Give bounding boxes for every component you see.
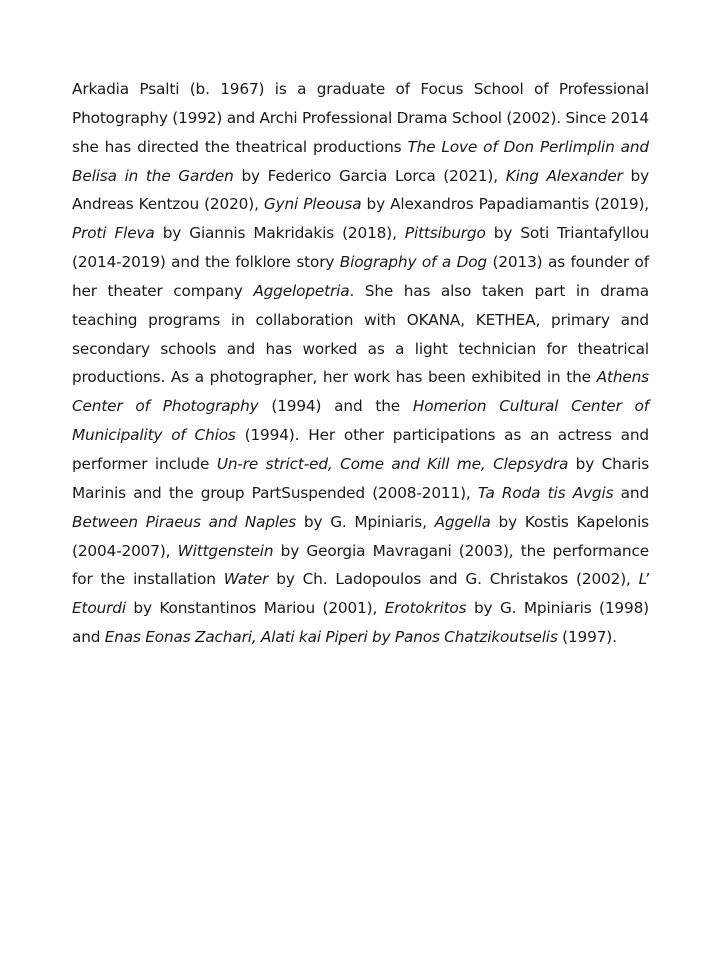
text-segment: Arkadia Psalti (b. 1967) is a graduate of Focus School of Professional Photography (1992) and Archi Professional Drama School (2002). Since 2014 she has directed the theatrical productions	[72, 80, 649, 156]
text-segment: (1994) and the	[258, 397, 413, 416]
text-segment: by G. Mpiniaris (1998) and	[72, 599, 649, 647]
italic-title-segment: Un-re strict-ed, Come and Kill me, Clepsydra	[216, 454, 569, 473]
text-segment: by G. Mpiniaris,	[296, 512, 435, 531]
italic-title-segment: Between Piraeus and Naples	[72, 512, 297, 531]
italic-title-segment: Homerion Cultural Center of Municipality of Chios	[72, 397, 649, 445]
text-segment: and	[613, 483, 649, 502]
italic-title-segment: Ta Roda tis Avgis	[477, 483, 614, 502]
text-segment: by Federico Garcia Lorca (2021),	[233, 166, 506, 185]
italic-title-segment: Aggelopetria	[253, 281, 350, 300]
text-segment: (2013) as founder of her theater company	[72, 253, 649, 300]
italic-title-segment: Gyni Pleousa	[263, 195, 362, 214]
italic-title-segment: Erotokritos	[384, 599, 467, 618]
text-segment: by Charis Marinis and the group PartSuspended (2008-2011),	[72, 454, 650, 502]
text-segment: by Kostis Kapelonis (2004-2007),	[72, 512, 649, 560]
text-segment: by Konstantinos Mariou (2001),	[125, 599, 385, 618]
italic-title-segment: Athens Center of Photography	[72, 368, 649, 416]
biography-paragraph	[72, 75, 649, 652]
text-segment: by Soti Triantafyllou (2014-2019) and the folklore story	[72, 224, 650, 272]
italic-title-segment: Enas Eonas Zachari, Alati kai Piperi by Panos Chatzikoutselis	[104, 628, 558, 647]
text-segment: by Alexandros Papadiamantis (2019),	[361, 195, 649, 214]
text-segment: by Giannis Makridakis (2018),	[154, 224, 405, 243]
text-segment: by Georgia Mavragani (2003), the performance for the installation	[72, 541, 649, 589]
italic-title-segment: Proti Fleva	[72, 224, 155, 243]
italic-title-segment: Wittgenstein	[177, 541, 274, 560]
italic-title-segment: Water	[223, 570, 269, 589]
italic-title-segment: L’ Etourdi	[72, 570, 649, 618]
text-segment: (1997).	[557, 628, 617, 647]
text-segment: (1994). Her other participations as an actress and performer include	[72, 426, 649, 473]
italic-title-segment: Biography of a Dog	[339, 253, 487, 272]
text-segment: by Ch. Ladopoulos and G. Christakos (2002),	[268, 570, 639, 589]
italic-title-segment: Pittsiburgo	[404, 224, 486, 243]
italic-title-segment: Aggella	[434, 512, 491, 531]
text-segment: by Andreas Kentzou (2020),	[72, 166, 649, 214]
text-segment: . She has also taken part in drama teaching programs in collaboration with OKANA, KETHEA, primary and secondary schools and has worked as a light technician for theatrical productions. As a photographer, her work has been exhibited in the	[72, 281, 649, 387]
italic-title-segment: King Alexander	[505, 166, 623, 185]
italic-title-segment: The Love of Don Perlimplin and Belisa in the Garden	[72, 137, 649, 185]
